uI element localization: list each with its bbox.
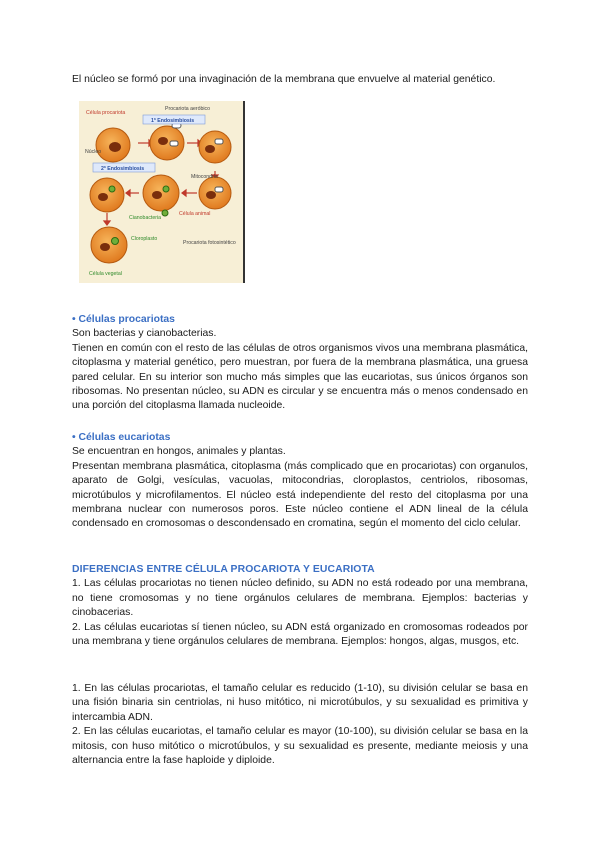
diferencias-p1: 1. Las células procariotas no tienen núcleo definido, su ADN no está rodeado por una membrana, no tiene cromosomas y no tiene orgánulos celulares de membrana. Ejemplos: bacterias y cinobacerias. xyxy=(72,578,528,619)
endosymbiosis-figure xyxy=(79,101,245,283)
label-endo2: 2ª Endosimbiosis xyxy=(101,166,145,172)
label-procaryote-cell: Célula procariota xyxy=(86,110,126,116)
diferencias-title: DIFERENCIAS ENTRE CÉLULA PROCARIOTA Y EUCARIOTA xyxy=(72,564,375,575)
procariotas-body: Tienen en común con el resto de las células de otros organismos vivos una membrana plasmática, citoplasma y material genético, pero muestran, por fuera de la membrana plasmática, una gruesa pared celular. En su interior son mucho más simples que las eucariotas, sus únicos órganos son ribosomas. No presentan núcleo, su ADN es circular y se encuentra más o menos condensado en una porción del citoplasma llamada nucleoide. xyxy=(72,342,528,412)
diferencias-p4: 2. En las células eucariotas, el tamaño celular es mayor (10-100), su división celular se basa en la mitosis, con huso mitótico o microtúbulos, y su sexualidad es presente, mediante meiosis y una alternancia entre la fase haploide y diploide. xyxy=(72,726,528,767)
label-nucleus: Núcleo xyxy=(85,149,102,155)
diferencias-p2: 2. Las células eucariotas sí tienen núcleo, su ADN está organizado en cromosomas rodeados por una membrana y tiene orgánulos celulares de membrana. Ejemplos: hongos, algas, musgos, etc. xyxy=(72,621,528,648)
label-photosynthetic: Procariota fotosintético xyxy=(183,240,236,246)
cyanobacterium xyxy=(162,210,168,216)
label-aerobic: Procariota aeróbico xyxy=(165,106,210,112)
section-diferencias xyxy=(72,563,528,649)
procariotas-title: • Células procariotas xyxy=(72,314,175,325)
section-procariotas xyxy=(72,313,528,414)
label-plant-cell: Célula vegetal xyxy=(89,271,122,277)
diferencias-p3: 1. En las células procariotas, el tamaño celular es reducido (1-10), su división celular se basa en una fisión binaria sin centriolas, ni huso mitótico, ni microtúbulos, y su sexualidad es primitiva y intercambia ADN. xyxy=(72,683,528,723)
intro-text: El núcleo se formó por una invaginación de la membrana que envuelve al material genético. xyxy=(72,74,496,85)
cell-top-right xyxy=(199,131,231,163)
section-diferencias-2 xyxy=(72,682,528,768)
procariotas-line1: Son bacterias y cianobacterias. xyxy=(72,328,217,340)
eucariotas-body: Presentan membrana plasmática, citoplasma (más complicado que en procariotas) con organulos, aparato de Golgi, vesículas, vacuolas, mitocondrias, cloroplastos, centriolos, ribosomas, microtúbulos y microfilamentos. El núcleo está independiente del resto del citoplasma por una membrana nuclear con numerosos poros. Este núcleo contiene el ADN lineal de la célula condensado en cromosomas o descondensado en cromatina, según el momento del ciclo celular. xyxy=(72,460,528,530)
endosymbiosis-diagram xyxy=(79,101,241,283)
label-cyanobacteria: Cianobacteria xyxy=(129,215,162,221)
label-animal-cell: Célula animal xyxy=(179,211,211,217)
section-eucariotas xyxy=(72,431,528,532)
label-mitochondria: Mitocondria xyxy=(191,174,218,180)
label-endo1: 1ª Endosimbiosis xyxy=(151,118,195,124)
eucariotas-line1: Se encuentran en hongos, animales y plantas. xyxy=(72,446,286,458)
label-chloroplast: Cloroplasto xyxy=(131,236,158,242)
eucariotas-title: • Células eucariotas xyxy=(72,432,171,443)
